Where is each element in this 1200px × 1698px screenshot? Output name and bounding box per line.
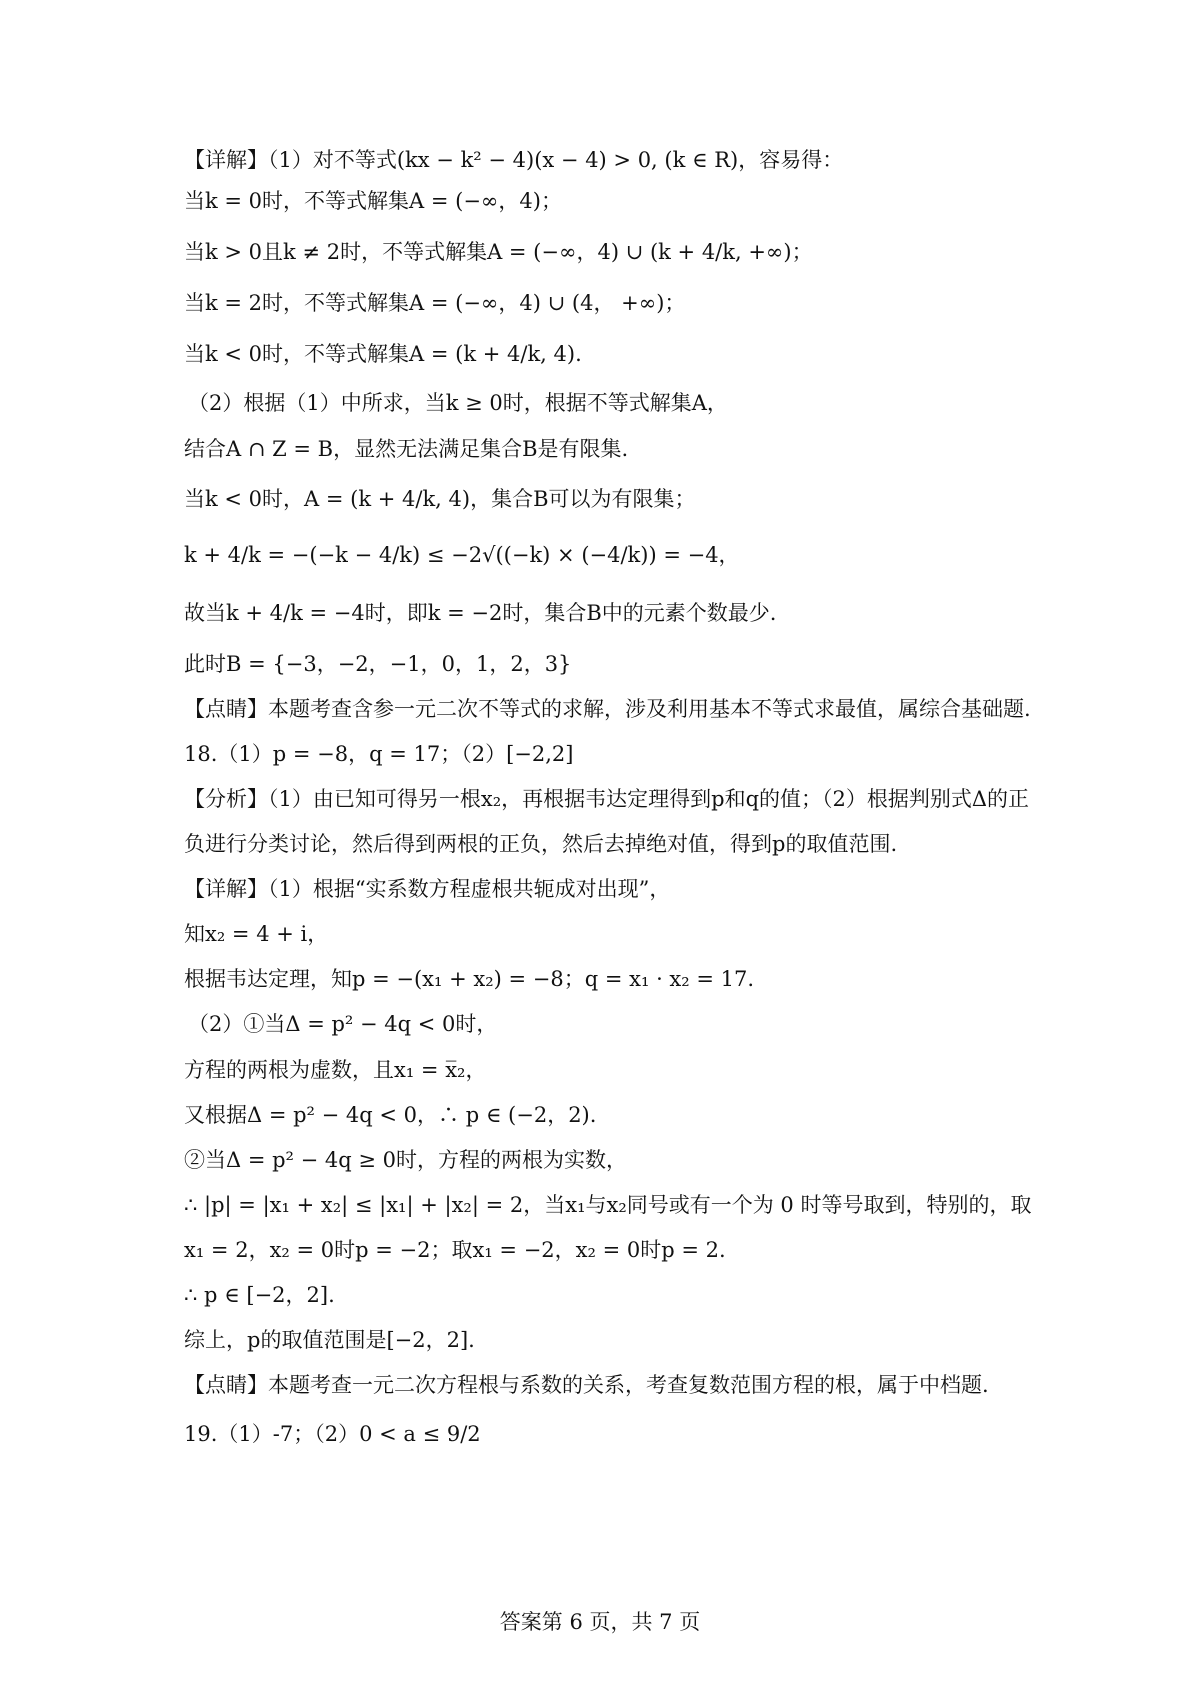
text-line: 故当k + 4/k = −4时，即k = −2时，集合B中的元素个数最少. [184, 601, 777, 625]
page-footer: 答案第 6 页，共 7 页 [499, 1610, 701, 1634]
text-line: ∴ p ∈ [−2，2]. [184, 1283, 335, 1307]
text-line: 19.（1）-7；（2）0 < a ≤ 9/2 [184, 1422, 481, 1446]
text-line: 当k < 0时，A = (k + 4/k, 4)，集合B可以为有限集； [184, 487, 696, 511]
text-line: 负进行分类讨论，然后得到两根的正负，然后去掉绝对值，得到p的取值范围. [184, 832, 898, 856]
text-line: （2）①当Δ = p² − 4q < 0时， [188, 1012, 498, 1036]
text-line: 当k < 0时，不等式解集A = (k + 4/k, 4). [184, 342, 582, 366]
text-line: （2）根据（1）中所求，当k ≥ 0时，根据不等式解集A， [188, 391, 728, 415]
text-line: 【点睛】本题考查含参一元二次不等式的求解，涉及利用基本不等式求最值，属综合基础题. [184, 697, 1031, 721]
text-line: 当k > 0且k ≠ 2时，不等式解集A = (−∞，4) ∪ (k + 4/k, +∞)； [184, 240, 813, 264]
text-line: ②当Δ = p² − 4q ≥ 0时，方程的两根为实数， [184, 1148, 628, 1172]
text-line: 根据韦达定理，知p = −(x₁ + x₂) = −8；q = x₁ · x₂ = 17. [184, 967, 755, 991]
text-line: 【分析】（1）由已知可得另一根x₂，再根据韦达定理得到p和q的值；（2）根据判别式Δ的正 [184, 787, 1030, 811]
text-line: 综上，p的取值范围是[−2，2]. [184, 1328, 475, 1352]
text-line: 当k = 2时，不等式解集A = (−∞，4) ∪ (4， +∞)； [184, 291, 686, 315]
text-line: 知x₂ = 4 + i， [184, 922, 329, 946]
text-line: ∴ |p| = |x₁ + x₂| ≤ |x₁| + |x₂| = 2，当x₁与x₂同号或有一个为 0 时等号取到，特别的，取 [184, 1193, 1032, 1217]
text-line: 18.（1）p = −8，q = 17；（2）[−2,2] [184, 742, 574, 766]
text-line: 【详解】（1）根据“实系数方程虚根共轭成对出现”， [184, 877, 671, 901]
text-line: 【点睛】本题考查一元二次方程根与系数的关系，考查复数范围方程的根，属于中档题. [184, 1373, 989, 1397]
text-line: 又根据Δ = p² − 4q < 0，∴ p ∈ (−2，2). [184, 1103, 597, 1127]
text-line: 当k = 0时，不等式解集A = (−∞，4)； [184, 189, 562, 213]
text-line: k + 4/k = −(−k − 4/k) ≤ −2√((−k) × (−4/k)) = −4， [184, 543, 740, 567]
text-line: 此时B = {−3，−2，−1，0，1，2，3} [184, 652, 572, 676]
text-line: 结合A ∩ Z = B，显然无法满足集合B是有限集. [184, 437, 629, 461]
text-line: x₁ = 2，x₂ = 0时p = −2；取x₁ = −2，x₂ = 0时p = 2. [184, 1238, 726, 1262]
text-line: 【详解】（1）对不等式(kx − k² − 4)(x − 4) > 0, (k ∈ R)，容易得： [184, 148, 844, 172]
text-line: 方程的两根为虚数，且x₁ = x̅₂， [184, 1058, 487, 1082]
